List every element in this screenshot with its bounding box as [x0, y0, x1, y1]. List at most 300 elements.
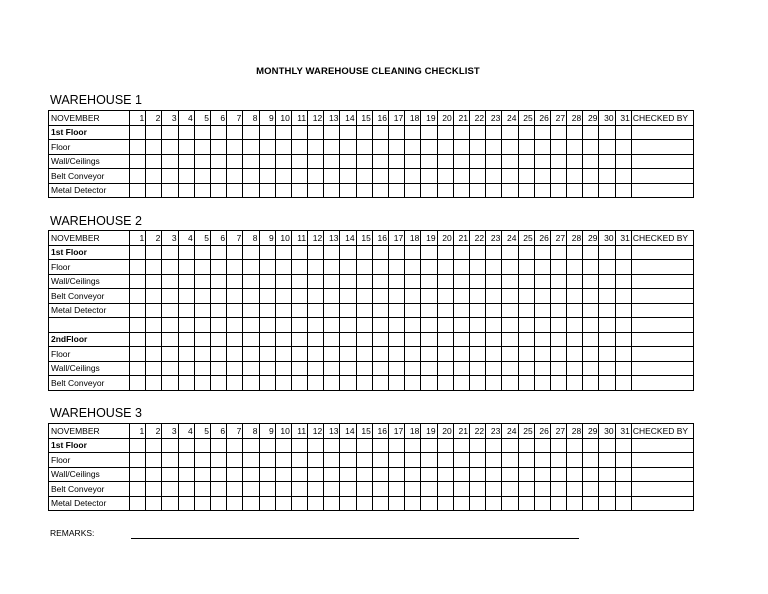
checked-by-cell[interactable]: [631, 376, 693, 391]
check-cell[interactable]: [486, 467, 502, 482]
check-cell[interactable]: [259, 347, 275, 362]
check-cell[interactable]: [405, 496, 421, 511]
check-cell[interactable]: [243, 347, 259, 362]
check-cell[interactable]: [194, 347, 210, 362]
check-cell[interactable]: [340, 376, 356, 391]
check-cell[interactable]: [146, 453, 162, 468]
check-cell[interactable]: [210, 125, 226, 140]
check-cell[interactable]: [372, 289, 388, 304]
check-cell[interactable]: [291, 496, 307, 511]
check-cell[interactable]: [486, 453, 502, 468]
check-cell[interactable]: [340, 496, 356, 511]
check-cell[interactable]: [146, 332, 162, 347]
check-cell[interactable]: [308, 274, 324, 289]
check-cell[interactable]: [162, 260, 178, 275]
check-cell[interactable]: [324, 183, 340, 198]
check-cell[interactable]: [469, 376, 485, 391]
check-cell[interactable]: [405, 260, 421, 275]
check-cell[interactable]: [502, 303, 518, 318]
check-cell[interactable]: [340, 347, 356, 362]
check-cell[interactable]: [405, 125, 421, 140]
check-cell[interactable]: [502, 289, 518, 304]
check-cell[interactable]: [324, 376, 340, 391]
check-cell[interactable]: [227, 453, 243, 468]
check-cell[interactable]: [372, 154, 388, 169]
check-cell[interactable]: [308, 140, 324, 155]
check-cell[interactable]: [599, 496, 615, 511]
check-cell[interactable]: [550, 169, 566, 184]
check-cell[interactable]: [340, 125, 356, 140]
check-cell[interactable]: [534, 467, 550, 482]
check-cell[interactable]: [534, 274, 550, 289]
check-cell[interactable]: [130, 318, 146, 333]
check-cell[interactable]: [275, 274, 291, 289]
check-cell[interactable]: [178, 260, 194, 275]
check-cell[interactable]: [583, 496, 599, 511]
check-cell[interactable]: [534, 303, 550, 318]
check-cell[interactable]: [372, 183, 388, 198]
check-cell[interactable]: [194, 260, 210, 275]
checked-by-cell[interactable]: [631, 154, 693, 169]
check-cell[interactable]: [615, 361, 631, 376]
check-cell[interactable]: [583, 303, 599, 318]
check-cell[interactable]: [453, 183, 469, 198]
check-cell[interactable]: [615, 274, 631, 289]
check-cell[interactable]: [243, 289, 259, 304]
check-cell[interactable]: [227, 260, 243, 275]
check-cell[interactable]: [194, 183, 210, 198]
check-cell[interactable]: [227, 245, 243, 260]
check-cell[interactable]: [275, 376, 291, 391]
check-cell[interactable]: [340, 140, 356, 155]
check-cell[interactable]: [534, 496, 550, 511]
check-cell[interactable]: [178, 332, 194, 347]
check-cell[interactable]: [583, 125, 599, 140]
check-cell[interactable]: [340, 303, 356, 318]
checked-by-cell[interactable]: [631, 482, 693, 497]
check-cell[interactable]: [502, 332, 518, 347]
check-cell[interactable]: [389, 467, 405, 482]
check-cell[interactable]: [291, 125, 307, 140]
check-cell[interactable]: [469, 274, 485, 289]
check-cell[interactable]: [275, 154, 291, 169]
check-cell[interactable]: [308, 183, 324, 198]
check-cell[interactable]: [275, 347, 291, 362]
check-cell[interactable]: [421, 303, 437, 318]
check-cell[interactable]: [308, 496, 324, 511]
check-cell[interactable]: [162, 274, 178, 289]
check-cell[interactable]: [259, 289, 275, 304]
check-cell[interactable]: [518, 332, 534, 347]
check-cell[interactable]: [275, 260, 291, 275]
check-cell[interactable]: [356, 260, 372, 275]
check-cell[interactable]: [583, 169, 599, 184]
check-cell[interactable]: [194, 154, 210, 169]
check-cell[interactable]: [372, 125, 388, 140]
check-cell[interactable]: [243, 274, 259, 289]
check-cell[interactable]: [356, 140, 372, 155]
check-cell[interactable]: [453, 376, 469, 391]
check-cell[interactable]: [567, 125, 583, 140]
check-cell[interactable]: [389, 496, 405, 511]
check-cell[interactable]: [550, 453, 566, 468]
check-cell[interactable]: [243, 496, 259, 511]
check-cell[interactable]: [583, 482, 599, 497]
check-cell[interactable]: [615, 482, 631, 497]
check-cell[interactable]: [308, 376, 324, 391]
check-cell[interactable]: [389, 125, 405, 140]
check-cell[interactable]: [227, 303, 243, 318]
check-cell[interactable]: [275, 303, 291, 318]
check-cell[interactable]: [453, 169, 469, 184]
check-cell[interactable]: [291, 183, 307, 198]
remarks-line[interactable]: [131, 538, 579, 539]
check-cell[interactable]: [178, 154, 194, 169]
check-cell[interactable]: [308, 169, 324, 184]
check-cell[interactable]: [518, 183, 534, 198]
check-cell[interactable]: [324, 496, 340, 511]
check-cell[interactable]: [275, 245, 291, 260]
checked-by-cell[interactable]: [631, 245, 693, 260]
check-cell[interactable]: [437, 183, 453, 198]
check-cell[interactable]: [421, 318, 437, 333]
check-cell[interactable]: [162, 467, 178, 482]
check-cell[interactable]: [324, 347, 340, 362]
check-cell[interactable]: [259, 169, 275, 184]
check-cell[interactable]: [437, 260, 453, 275]
check-cell[interactable]: [437, 154, 453, 169]
check-cell[interactable]: [243, 376, 259, 391]
check-cell[interactable]: [130, 303, 146, 318]
check-cell[interactable]: [550, 245, 566, 260]
check-cell[interactable]: [227, 482, 243, 497]
check-cell[interactable]: [130, 496, 146, 511]
check-cell[interactable]: [421, 453, 437, 468]
check-cell[interactable]: [227, 347, 243, 362]
check-cell[interactable]: [308, 260, 324, 275]
check-cell[interactable]: [324, 467, 340, 482]
check-cell[interactable]: [518, 467, 534, 482]
check-cell[interactable]: [453, 453, 469, 468]
check-cell[interactable]: [486, 140, 502, 155]
check-cell[interactable]: [502, 245, 518, 260]
check-cell[interactable]: [372, 169, 388, 184]
check-cell[interactable]: [259, 125, 275, 140]
check-cell[interactable]: [259, 245, 275, 260]
check-cell[interactable]: [502, 183, 518, 198]
check-cell[interactable]: [502, 318, 518, 333]
check-cell[interactable]: [324, 303, 340, 318]
check-cell[interactable]: [518, 438, 534, 453]
check-cell[interactable]: [227, 125, 243, 140]
check-cell[interactable]: [372, 260, 388, 275]
check-cell[interactable]: [550, 140, 566, 155]
check-cell[interactable]: [210, 467, 226, 482]
check-cell[interactable]: [518, 140, 534, 155]
check-cell[interactable]: [405, 140, 421, 155]
check-cell[interactable]: [227, 438, 243, 453]
check-cell[interactable]: [437, 496, 453, 511]
check-cell[interactable]: [421, 154, 437, 169]
checked-by-cell[interactable]: [631, 274, 693, 289]
check-cell[interactable]: [340, 467, 356, 482]
check-cell[interactable]: [389, 154, 405, 169]
check-cell[interactable]: [275, 289, 291, 304]
check-cell[interactable]: [259, 467, 275, 482]
check-cell[interactable]: [178, 376, 194, 391]
check-cell[interactable]: [405, 438, 421, 453]
check-cell[interactable]: [227, 496, 243, 511]
check-cell[interactable]: [518, 169, 534, 184]
check-cell[interactable]: [324, 482, 340, 497]
checked-by-cell[interactable]: [631, 496, 693, 511]
check-cell[interactable]: [534, 453, 550, 468]
check-cell[interactable]: [210, 453, 226, 468]
check-cell[interactable]: [275, 140, 291, 155]
check-cell[interactable]: [340, 183, 356, 198]
check-cell[interactable]: [421, 274, 437, 289]
check-cell[interactable]: [259, 183, 275, 198]
check-cell[interactable]: [162, 183, 178, 198]
check-cell[interactable]: [146, 318, 162, 333]
check-cell[interactable]: [421, 332, 437, 347]
check-cell[interactable]: [130, 467, 146, 482]
check-cell[interactable]: [210, 332, 226, 347]
check-cell[interactable]: [486, 347, 502, 362]
check-cell[interactable]: [194, 438, 210, 453]
checked-by-cell[interactable]: [631, 183, 693, 198]
check-cell[interactable]: [259, 453, 275, 468]
check-cell[interactable]: [486, 496, 502, 511]
check-cell[interactable]: [567, 274, 583, 289]
check-cell[interactable]: [130, 183, 146, 198]
check-cell[interactable]: [356, 347, 372, 362]
check-cell[interactable]: [227, 169, 243, 184]
check-cell[interactable]: [275, 496, 291, 511]
check-cell[interactable]: [146, 303, 162, 318]
check-cell[interactable]: [405, 183, 421, 198]
check-cell[interactable]: [567, 453, 583, 468]
check-cell[interactable]: [599, 303, 615, 318]
check-cell[interactable]: [227, 376, 243, 391]
check-cell[interactable]: [599, 183, 615, 198]
check-cell[interactable]: [194, 496, 210, 511]
check-cell[interactable]: [243, 332, 259, 347]
check-cell[interactable]: [210, 318, 226, 333]
check-cell[interactable]: [615, 169, 631, 184]
checked-by-cell[interactable]: [631, 140, 693, 155]
check-cell[interactable]: [502, 467, 518, 482]
check-cell[interactable]: [518, 260, 534, 275]
check-cell[interactable]: [356, 482, 372, 497]
check-cell[interactable]: [550, 303, 566, 318]
check-cell[interactable]: [130, 482, 146, 497]
check-cell[interactable]: [567, 376, 583, 391]
check-cell[interactable]: [599, 438, 615, 453]
check-cell[interactable]: [389, 318, 405, 333]
check-cell[interactable]: [291, 154, 307, 169]
check-cell[interactable]: [502, 260, 518, 275]
checked-by-cell[interactable]: [631, 361, 693, 376]
check-cell[interactable]: [356, 453, 372, 468]
check-cell[interactable]: [162, 376, 178, 391]
check-cell[interactable]: [178, 347, 194, 362]
check-cell[interactable]: [389, 245, 405, 260]
check-cell[interactable]: [567, 245, 583, 260]
check-cell[interactable]: [162, 125, 178, 140]
check-cell[interactable]: [405, 361, 421, 376]
check-cell[interactable]: [437, 125, 453, 140]
check-cell[interactable]: [340, 453, 356, 468]
check-cell[interactable]: [469, 438, 485, 453]
check-cell[interactable]: [421, 376, 437, 391]
check-cell[interactable]: [340, 154, 356, 169]
check-cell[interactable]: [372, 318, 388, 333]
check-cell[interactable]: [550, 318, 566, 333]
check-cell[interactable]: [243, 467, 259, 482]
checked-by-cell[interactable]: [631, 438, 693, 453]
check-cell[interactable]: [615, 125, 631, 140]
check-cell[interactable]: [162, 347, 178, 362]
check-cell[interactable]: [405, 376, 421, 391]
check-cell[interactable]: [453, 332, 469, 347]
check-cell[interactable]: [340, 332, 356, 347]
check-cell[interactable]: [502, 453, 518, 468]
check-cell[interactable]: [146, 245, 162, 260]
check-cell[interactable]: [615, 260, 631, 275]
check-cell[interactable]: [227, 361, 243, 376]
check-cell[interactable]: [599, 347, 615, 362]
checked-by-cell[interactable]: [631, 303, 693, 318]
check-cell[interactable]: [178, 496, 194, 511]
check-cell[interactable]: [324, 332, 340, 347]
check-cell[interactable]: [243, 140, 259, 155]
check-cell[interactable]: [291, 169, 307, 184]
check-cell[interactable]: [210, 289, 226, 304]
check-cell[interactable]: [162, 438, 178, 453]
check-cell[interactable]: [259, 140, 275, 155]
check-cell[interactable]: [534, 332, 550, 347]
check-cell[interactable]: [615, 318, 631, 333]
check-cell[interactable]: [275, 453, 291, 468]
check-cell[interactable]: [291, 453, 307, 468]
check-cell[interactable]: [405, 453, 421, 468]
check-cell[interactable]: [291, 289, 307, 304]
check-cell[interactable]: [518, 347, 534, 362]
check-cell[interactable]: [210, 376, 226, 391]
check-cell[interactable]: [227, 467, 243, 482]
checked-by-cell[interactable]: [631, 467, 693, 482]
check-cell[interactable]: [421, 183, 437, 198]
check-cell[interactable]: [486, 482, 502, 497]
check-cell[interactable]: [615, 438, 631, 453]
check-cell[interactable]: [291, 361, 307, 376]
check-cell[interactable]: [437, 274, 453, 289]
check-cell[interactable]: [599, 245, 615, 260]
check-cell[interactable]: [599, 332, 615, 347]
check-cell[interactable]: [162, 245, 178, 260]
check-cell[interactable]: [583, 140, 599, 155]
check-cell[interactable]: [324, 140, 340, 155]
check-cell[interactable]: [243, 260, 259, 275]
check-cell[interactable]: [567, 438, 583, 453]
check-cell[interactable]: [405, 318, 421, 333]
check-cell[interactable]: [356, 183, 372, 198]
check-cell[interactable]: [534, 125, 550, 140]
check-cell[interactable]: [453, 482, 469, 497]
check-cell[interactable]: [421, 260, 437, 275]
check-cell[interactable]: [178, 183, 194, 198]
check-cell[interactable]: [405, 289, 421, 304]
check-cell[interactable]: [421, 361, 437, 376]
check-cell[interactable]: [291, 482, 307, 497]
check-cell[interactable]: [259, 154, 275, 169]
check-cell[interactable]: [567, 482, 583, 497]
check-cell[interactable]: [291, 376, 307, 391]
check-cell[interactable]: [469, 347, 485, 362]
check-cell[interactable]: [453, 154, 469, 169]
check-cell[interactable]: [324, 260, 340, 275]
check-cell[interactable]: [437, 376, 453, 391]
check-cell[interactable]: [324, 361, 340, 376]
checked-by-cell[interactable]: [631, 347, 693, 362]
check-cell[interactable]: [275, 183, 291, 198]
check-cell[interactable]: [389, 453, 405, 468]
check-cell[interactable]: [146, 125, 162, 140]
check-cell[interactable]: [534, 245, 550, 260]
check-cell[interactable]: [534, 318, 550, 333]
check-cell[interactable]: [259, 303, 275, 318]
check-cell[interactable]: [275, 482, 291, 497]
check-cell[interactable]: [356, 318, 372, 333]
check-cell[interactable]: [227, 274, 243, 289]
check-cell[interactable]: [486, 438, 502, 453]
check-cell[interactable]: [469, 496, 485, 511]
check-cell[interactable]: [308, 289, 324, 304]
check-cell[interactable]: [567, 183, 583, 198]
check-cell[interactable]: [567, 289, 583, 304]
check-cell[interactable]: [437, 482, 453, 497]
check-cell[interactable]: [405, 169, 421, 184]
check-cell[interactable]: [178, 140, 194, 155]
check-cell[interactable]: [567, 361, 583, 376]
check-cell[interactable]: [130, 274, 146, 289]
check-cell[interactable]: [275, 438, 291, 453]
check-cell[interactable]: [421, 289, 437, 304]
check-cell[interactable]: [486, 154, 502, 169]
check-cell[interactable]: [308, 438, 324, 453]
check-cell[interactable]: [486, 169, 502, 184]
check-cell[interactable]: [210, 260, 226, 275]
checked-by-cell[interactable]: [631, 260, 693, 275]
check-cell[interactable]: [308, 467, 324, 482]
check-cell[interactable]: [275, 467, 291, 482]
check-cell[interactable]: [534, 482, 550, 497]
check-cell[interactable]: [583, 260, 599, 275]
check-cell[interactable]: [178, 245, 194, 260]
check-cell[interactable]: [162, 318, 178, 333]
check-cell[interactable]: [356, 332, 372, 347]
check-cell[interactable]: [275, 125, 291, 140]
check-cell[interactable]: [308, 303, 324, 318]
check-cell[interactable]: [210, 154, 226, 169]
check-cell[interactable]: [178, 289, 194, 304]
check-cell[interactable]: [130, 361, 146, 376]
check-cell[interactable]: [243, 318, 259, 333]
check-cell[interactable]: [146, 140, 162, 155]
check-cell[interactable]: [130, 376, 146, 391]
check-cell[interactable]: [146, 289, 162, 304]
